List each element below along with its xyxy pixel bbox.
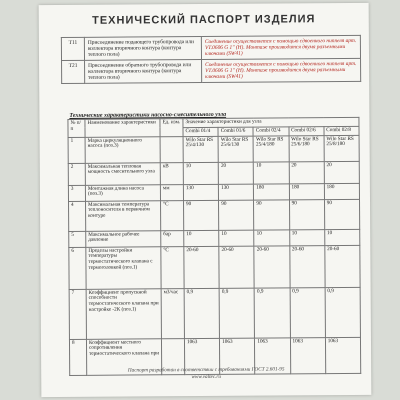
header-number: № п/п [68,119,85,137]
header-model: Combi 02/4 [253,127,288,136]
row-unit: м3/час [161,288,184,338]
header-values-group: Значение характеристики для узла [183,117,359,127]
row-name: Коэффициент местного сопротивления термостатического клапана при [86,338,161,375]
row-unit: кВ [160,162,183,184]
table-row [68,135,359,163]
connection-note: Соединение осуществляется с помощью сдвоенного ниппеля арт. VT.0606 G 1" (H). Монтаж производится двумя разъемными ключами (SW41) [202,58,361,82]
row-value: 180 [254,184,289,200]
row-value: Wilo Star RS 25/4/180 [253,136,288,162]
row-value: 20 [324,161,359,183]
table-row [69,287,360,339]
header-name: Наименование характеристики [85,119,160,137]
row-value: 20-60 [325,245,361,287]
specifications-table [67,117,361,376]
row-value: 20 [289,161,324,183]
table-row [68,161,359,185]
header-model: Combi 02/8 [324,126,359,135]
row-value: 0,9 [290,287,326,337]
row-value: 0,9 [184,288,220,338]
row-value: 90 [289,199,324,229]
row-number: 8 [69,339,86,375]
header-unit: Ед. изм. [160,119,183,137]
passport-sheet [39,3,372,397]
row-value: 90 [219,200,254,230]
table-row [69,245,360,289]
row-value: 130 [183,184,218,200]
row-value: 130 [219,184,254,200]
row-value: 0,9 [254,288,290,338]
header-model: Combi 01/6 [218,127,253,136]
row-unit: бар [161,230,184,246]
connection-note: Соединение осуществляется с помощью сдвоенного ниппеля арт. VT.0606 G 1" (H). Монтаж производится двумя разъемными ключами (SW41) [201,35,360,59]
row-value: Wilo Star RS 25/8/180 [324,135,359,161]
header-model: Combi 02/6 [289,126,324,135]
row-value: 20 [218,162,253,184]
row-name: Максимальная температура теплоносителя в первичном контуре [86,200,161,231]
connection-row [61,35,360,60]
header-model: Combi 01/4 [183,127,218,136]
row-unit: °C [161,200,184,230]
row-value: Wilo Star RS 25/6/180 [289,135,324,161]
row-value: 10 [254,230,289,246]
row-number: 5 [69,231,86,247]
row-value: 90 [184,200,219,230]
row-number: 7 [69,289,86,339]
row-number: 6 [69,247,86,289]
row-value: 180 [289,183,324,199]
row-value: 10 [254,162,289,184]
connection-description: Присоединение подающего трубопровода или коллектора вторичного контура (контура теплого пола) [84,37,201,61]
connection-row [62,58,361,83]
row-number: 1 [68,137,85,163]
row-value: 10 [289,229,324,245]
document-title: ТЕХНИЧЕСКИЙ ПАСПОРТ ИЗДЕЛИЯ [92,13,316,27]
row-name: Максимальная тепловая мощность смесительного узла [85,162,160,185]
row-value: Wilo Star RS 25/6/130 [218,136,253,162]
row-value: 90 [324,199,359,229]
table-row [69,199,360,231]
row-number: 4 [69,201,86,231]
row-number: 2 [68,163,85,185]
row-unit: мм [160,184,183,200]
footer [41,366,371,382]
row-value: 1063 [325,337,361,373]
row-value: 10 [324,229,359,245]
connection-code: Т21 [62,60,85,83]
row-value: 1063 [290,337,325,373]
footer-gost-note: Паспорт разработан в соответствии с требованиями ГОСТ 2.601-95 [127,366,285,374]
row-unit: °C [161,246,184,288]
row-value: 180 [324,183,359,199]
row-value: 20-60 [254,246,289,288]
row-value: 1063 [220,338,255,374]
connection-code: Т11 [61,37,84,60]
row-value: 90 [254,200,289,230]
row-value: 10 [184,230,219,246]
row-name: Пределы настройки температуры термостатического клапана с термоголовкой (поз.1) [86,246,161,289]
row-value: 20-60 [289,245,324,287]
row-name: Максимальное рабочее давление [86,230,161,247]
connection-description: Присоединение обратного трубопровода или коллектора вторичного контура (контура теплого пола) [85,60,202,84]
row-name: Монтажная длина насоса (поз.3) [85,184,160,201]
row-value: 1063 [184,338,219,374]
connection-table [61,35,361,84]
row-value: 10 [219,230,254,246]
row-value: 20-60 [184,246,219,288]
row-value: 20-60 [219,246,254,288]
row-name: Марка циркуляционного насоса (поз.3) [85,136,160,163]
row-unit [160,136,183,162]
row-value: Wilo Star RS 25/4/130 [183,136,218,162]
row-value: 0,9 [325,287,361,337]
row-value: 0,9 [219,288,255,338]
row-number: 3 [68,185,85,201]
section-title: Технические характеристики насосно-смесительного узла [69,111,227,119]
row-value: 1063 [255,338,290,374]
row-name: Коэффициент пропускной способности термостатического клапана при настройке -2К (поз.1) [86,288,161,339]
row-value: 10 [183,162,218,184]
footer-website: www.valtec.ru [191,373,222,381]
